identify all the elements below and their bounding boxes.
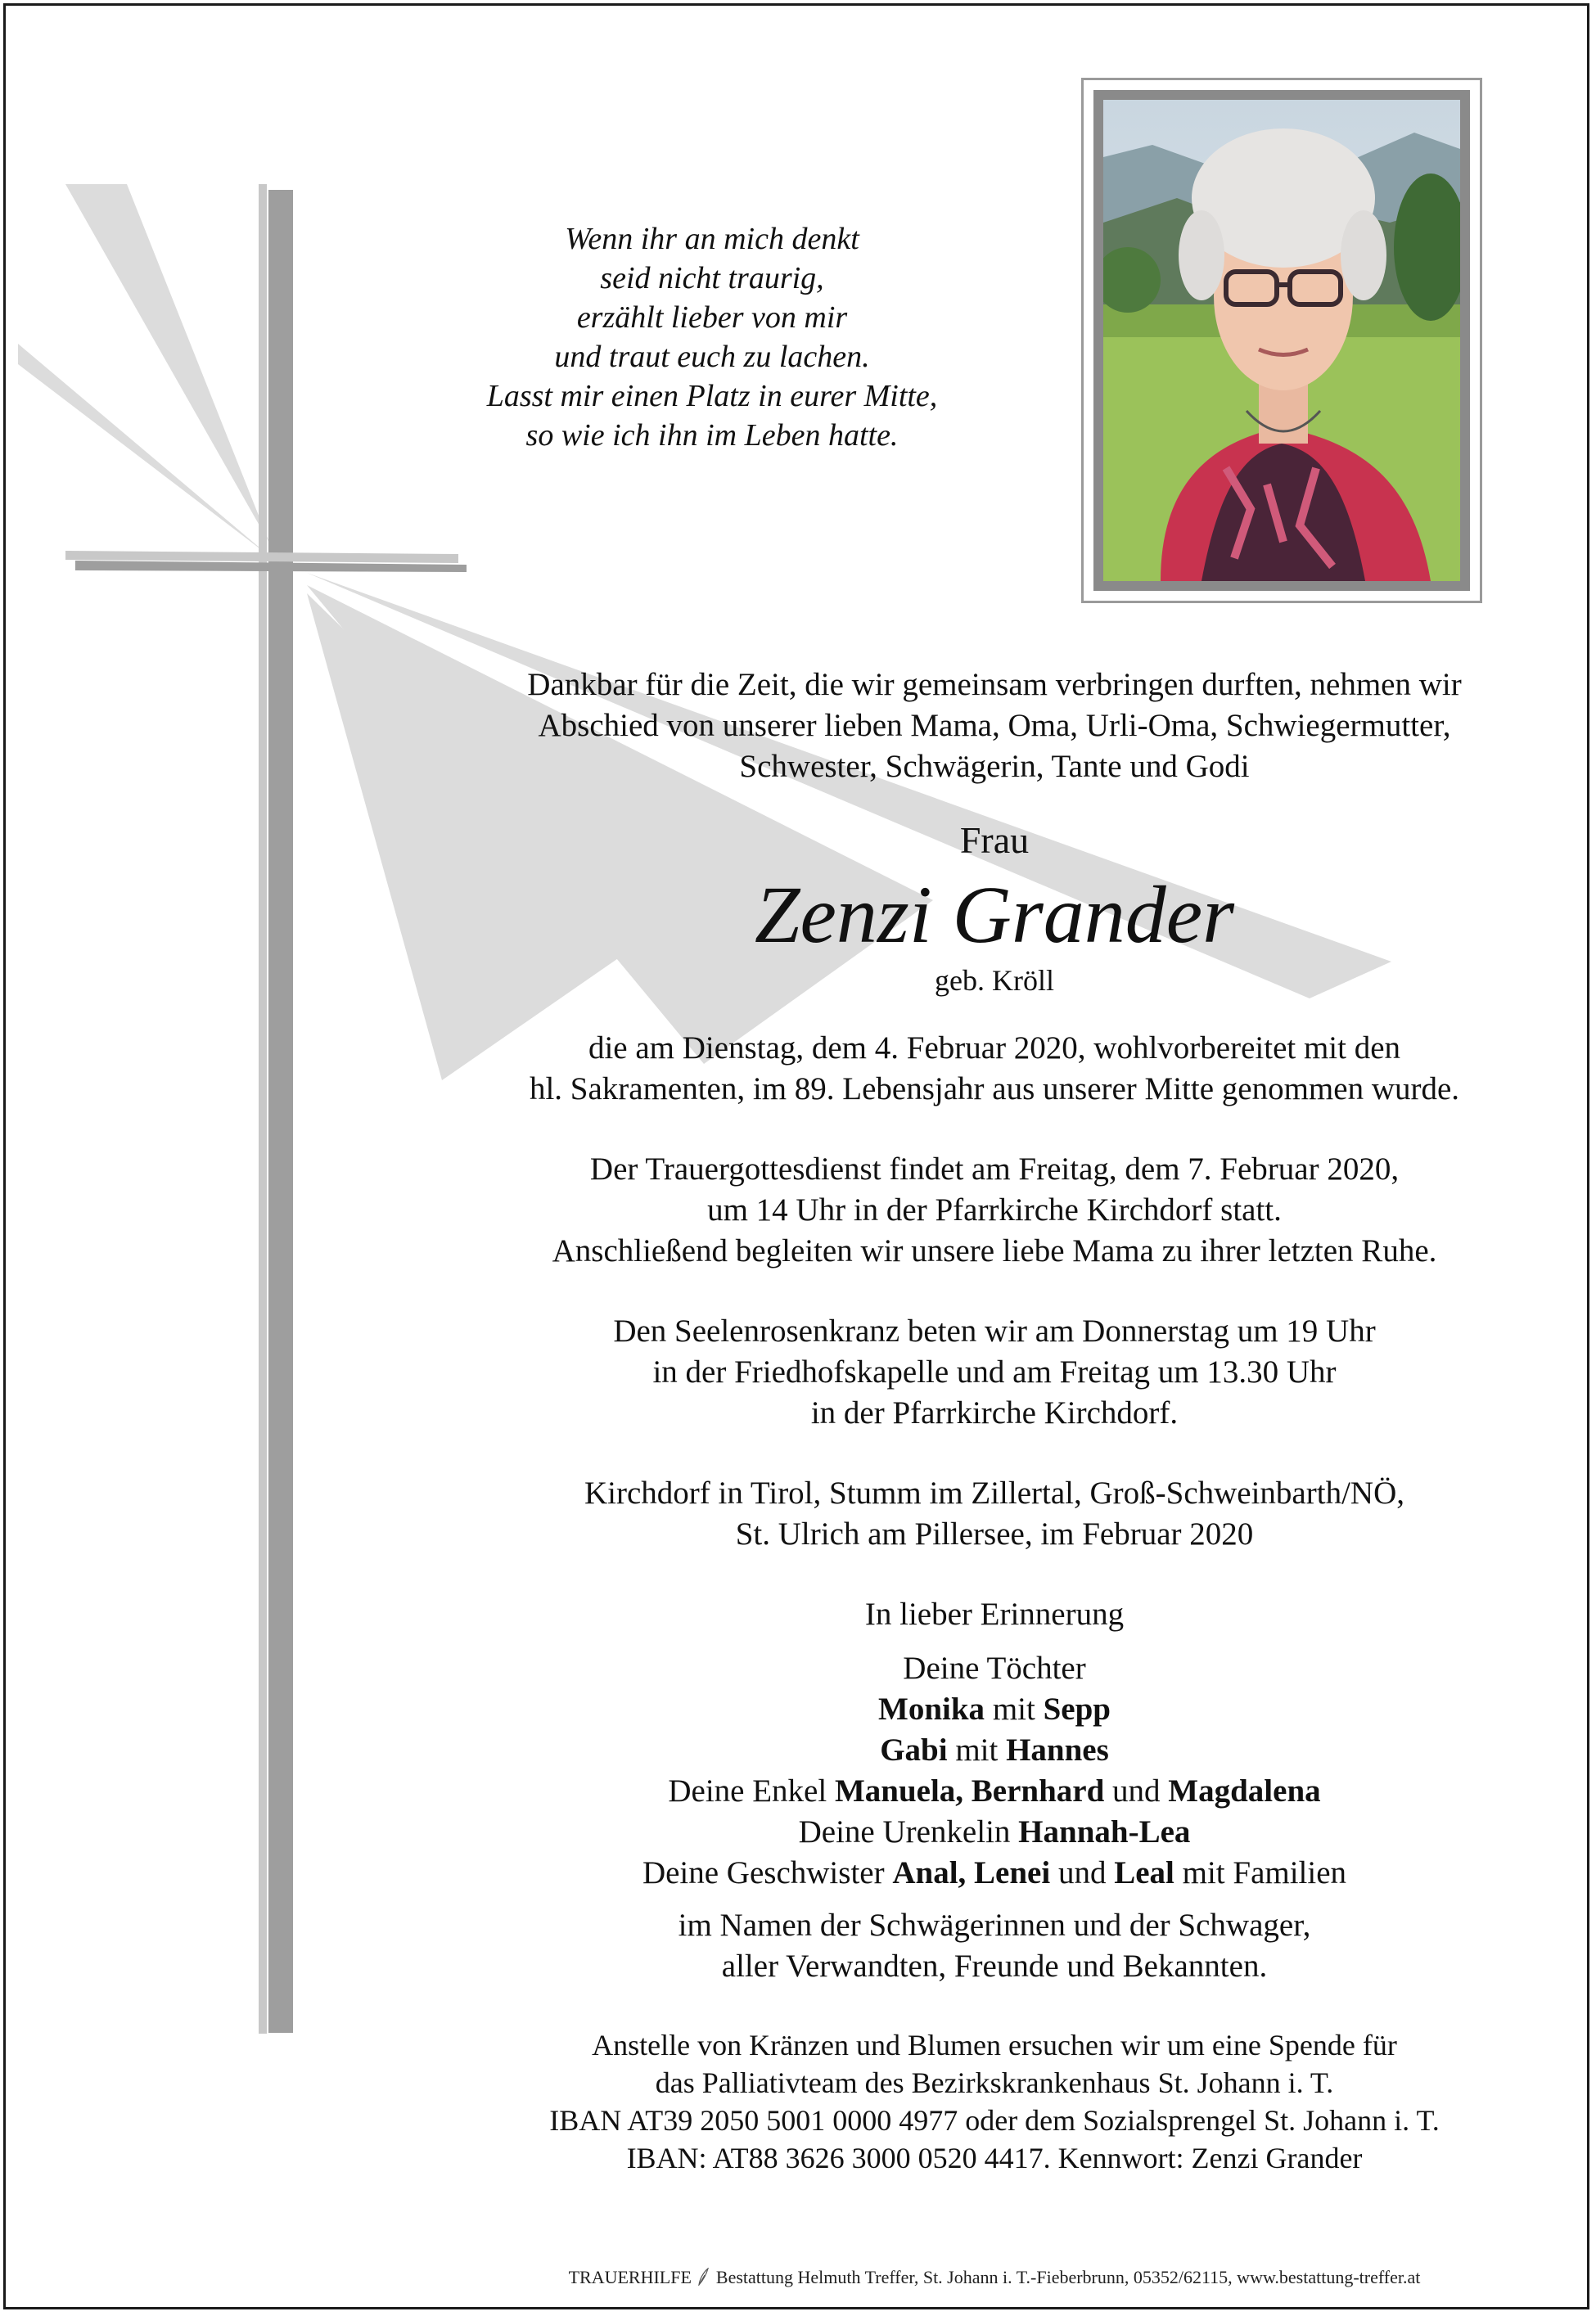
footer-text: Bestattung Helmuth Treffer, St. Johann i. T.-Fieberbrunn, 05352/62115, www.bestattung-treffer.at bbox=[715, 2267, 1421, 2287]
portrait-photo bbox=[1093, 90, 1470, 591]
salutation: Frau bbox=[959, 819, 1030, 861]
rosary-line: in der Pfarrkirche Kirchdorf. bbox=[810, 1395, 1179, 1431]
closing-line: im Namen der Schwägerinnen und der Schwager, bbox=[678, 1908, 1311, 1943]
portrait-illustration bbox=[1103, 100, 1460, 581]
partner-name: Hannes bbox=[1006, 1732, 1109, 1768]
daughter-1 bbox=[426, 1689, 1563, 1730]
grandchildren-label: Deine Enkel bbox=[668, 1773, 835, 1809]
siblings-names: Anal, Lenei bbox=[892, 1855, 1051, 1890]
daughter-2 bbox=[426, 1730, 1563, 1771]
sibling-name: Leal bbox=[1114, 1855, 1174, 1890]
great-grandchild-name: Hannah-Lea bbox=[1018, 1814, 1191, 1850]
closing-line: aller Verwandten, Freunde und Bekannten. bbox=[721, 1949, 1268, 1984]
connector-text: mit bbox=[985, 1692, 1044, 1727]
birth-name: geb. Kröll bbox=[935, 964, 1054, 997]
obituary-text bbox=[426, 665, 1563, 2177]
deceased-name: Zenzi Grander bbox=[754, 869, 1235, 960]
grandchildren-names: Manuela, Bernhard bbox=[834, 1773, 1105, 1809]
rosary-line: Den Seelenrosenkranz beten wir am Donnerstag um 19 Uhr bbox=[613, 1313, 1376, 1349]
donation-line: das Palliativteam des Bezirkskrankenhaus St. Johann i. T. bbox=[655, 2066, 1334, 2099]
funeral-line: Der Trauergottesdienst findet am Freitag, dem 7. Februar 2020, bbox=[589, 1151, 1400, 1187]
daughter-name: Monika bbox=[878, 1692, 985, 1727]
death-line: hl. Sakramenten, im 89. Lebensjahr aus unserer Mitte genommen wurde. bbox=[529, 1071, 1460, 1106]
siblings bbox=[426, 1853, 1563, 1894]
poem-line: seid nicht traurig, bbox=[600, 261, 824, 295]
connector-text: und bbox=[1104, 1773, 1169, 1809]
places-line: Kirchdorf in Tirol, Stumm im Zillertal, Groß-Schweinbarth/NÖ, bbox=[584, 1476, 1404, 1511]
partner-name: Sepp bbox=[1043, 1692, 1111, 1727]
donation-line: Anstelle von Kränzen und Blumen ersuchen wir um eine Spende für bbox=[592, 2029, 1397, 2061]
donation-line: IBAN: AT88 3626 3000 0520 4417. Kennwort: Zenzi Grander bbox=[626, 2142, 1363, 2174]
memory-heading: In lieber Erinnerung bbox=[864, 1597, 1125, 1632]
grandchildren bbox=[426, 1771, 1563, 1812]
portrait-frame bbox=[1081, 78, 1482, 603]
connector-text: mit bbox=[947, 1732, 1007, 1768]
grandchild-name: Magdalena bbox=[1168, 1773, 1321, 1809]
siblings-label: Deine Geschwister bbox=[642, 1855, 893, 1890]
places-line: St. Ulrich am Pillersee, im Februar 2020 bbox=[735, 1516, 1254, 1552]
poem-line: so wie ich ihn im Leben hatte. bbox=[525, 418, 899, 453]
funeral-line: Anschließend begleiten wir unsere liebe Mama zu ihrer letzten Ruhe. bbox=[552, 1233, 1437, 1268]
death-line: die am Dienstag, dem 4. Februar 2020, wohlvorbereitet mit den bbox=[588, 1030, 1401, 1066]
donation-line: IBAN AT39 2050 5001 0000 4977 oder dem Sozialsprengel St. Johann i. T. bbox=[549, 2104, 1440, 2137]
great-grandchild bbox=[426, 1812, 1563, 1853]
poem-line: und traut euch zu lachen. bbox=[554, 340, 870, 374]
intro-line: Abschied von unserer lieben Mama, Oma, Urli-Oma, Schwiegermutter, bbox=[538, 708, 1451, 743]
poem-line: erzählt lieber von mir bbox=[576, 300, 848, 335]
great-grandchild-label: Deine Urenkelin bbox=[798, 1814, 1019, 1850]
intro-line: Schwester, Schwägerin, Tante und Godi bbox=[739, 749, 1250, 784]
poem-line: Wenn ihr an mich denkt bbox=[565, 222, 859, 256]
cross bbox=[65, 184, 467, 2034]
intro-line: Dankbar für die Zeit, die wir gemeinsam verbringen durften, nehmen wir bbox=[527, 667, 1462, 702]
feather-icon bbox=[697, 2268, 710, 2286]
poem-line: Lasst mir einen Platz in eurer Mitte, bbox=[486, 379, 938, 413]
footer-brand: TRAUERHILFE bbox=[568, 2267, 692, 2287]
daughter-name: Gabi bbox=[880, 1732, 948, 1768]
siblings-suffix: mit Familien bbox=[1174, 1855, 1347, 1890]
connector-text: und bbox=[1050, 1855, 1115, 1890]
footer bbox=[426, 2267, 1563, 2288]
funeral-line: um 14 Uhr in der Pfarrkirche Kirchdorf statt. bbox=[707, 1192, 1282, 1228]
daughters-label: Deine Töchter bbox=[903, 1651, 1086, 1686]
rosary-line: in der Friedhofskapelle und am Freitag um 13.30 Uhr bbox=[652, 1354, 1337, 1390]
poem bbox=[426, 219, 999, 455]
